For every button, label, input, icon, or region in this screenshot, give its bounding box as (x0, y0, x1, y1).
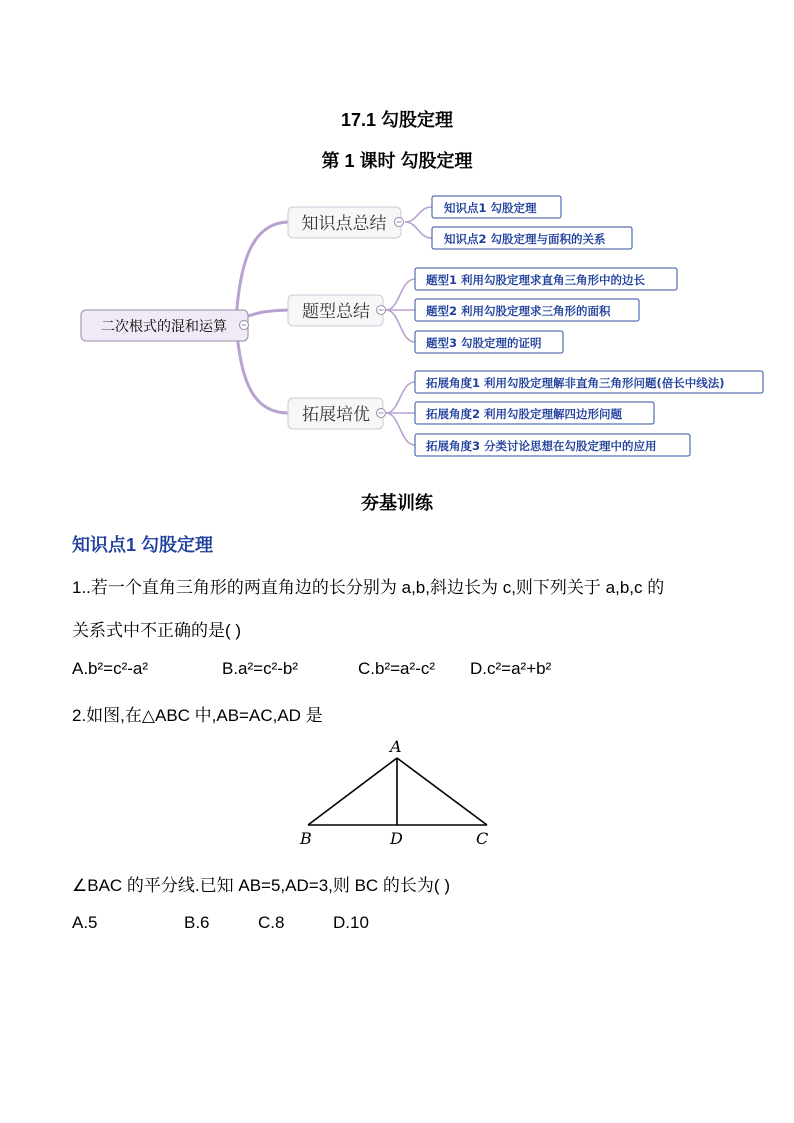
mindmap-branch-extension (288, 398, 386, 429)
svg-text:知识点总结: 知识点总结 (301, 214, 387, 234)
mindmap-item-e1 (415, 371, 763, 393)
vertex-label-c: C (476, 829, 489, 848)
vertex-label-d: D (390, 829, 403, 848)
triangle-figure (290, 730, 500, 855)
question-2-option-b: B.6 (184, 913, 210, 932)
question-2-option-d: D.10 (333, 913, 369, 932)
question-2-line-1: 2.如图,在△ABC 中,AB=AC,AD 是 (72, 706, 323, 725)
svg-text:拓展角度1 利用勾股定理解非直角三角形问题(倍长中线法): 拓展角度1 利用勾股定理解非直角三角形问题(倍长中线法) (426, 376, 725, 390)
svg-text:拓展角度2 利用勾股定理解四边形问题: 拓展角度2 利用勾股定理解四边形问题 (426, 407, 623, 421)
svg-text:知识点1 勾股定理: 知识点1 勾股定理 (444, 201, 537, 215)
question-2-option-c: C.8 (258, 913, 285, 932)
connector-branch-1 (236, 222, 288, 321)
mindmap-item-t1 (415, 268, 677, 290)
svg-text:拓展角度3 分类讨论思想在勾股定理中的应用: 拓展角度3 分类讨论思想在勾股定理中的应用 (426, 439, 657, 453)
mindmap-item-e2 (415, 402, 654, 424)
mindmap-item-k1 (432, 196, 561, 218)
question-1-option-b: B.a²=c²-b² (222, 659, 299, 678)
mindmap-item-k2 (432, 227, 632, 249)
vertex-label-a: A (390, 737, 402, 756)
section-title: 夯基训练 (361, 493, 433, 513)
svg-text:题型3 勾股定理的证明: 题型3 勾股定理的证明 (426, 336, 542, 350)
question-2-option-a: A.5 (72, 913, 98, 932)
mindmap-item-t3 (415, 331, 563, 353)
mindmap-root-label: 二次根式的混和运算 (101, 319, 227, 335)
svg-text:拓展培优: 拓展培优 (302, 405, 370, 425)
question-1-option-d: D.c²=a²+b² (470, 659, 552, 678)
svg-text:题型总结: 题型总结 (302, 302, 370, 322)
segment-ab (308, 758, 397, 825)
mindmap-item-t2 (415, 299, 639, 321)
mindmap-branch-knowledge (288, 207, 404, 238)
lesson-subtitle: 第 1 课时 勾股定理 (321, 151, 473, 171)
svg-text:知识点2 勾股定理与面积的关系: 知识点2 勾股定理与面积的关系 (444, 232, 606, 246)
vertex-label-b: B (300, 829, 312, 848)
mindmap-item-e3 (415, 434, 690, 456)
question-1-line-2: 关系式中不正确的是( ) (72, 621, 242, 640)
mind-map (0, 185, 794, 465)
knowledge-point-heading: 知识点1 勾股定理 (72, 535, 214, 555)
lesson-title: 17.1 勾股定理 (340, 110, 454, 130)
question-1-option-a: A.b²=c²-a² (72, 659, 149, 678)
question-2-line-2: ∠BAC 的平分线.已知 AB=5,AD=3,则 BC 的长为( ) (72, 876, 450, 895)
mindmap-root (81, 310, 249, 341)
svg-text:题型1 利用勾股定理求直角三角形中的边长: 题型1 利用勾股定理求直角三角形中的边长 (426, 273, 646, 287)
mindmap-branch-question-types (288, 295, 386, 326)
svg-text:题型2 利用勾股定理求三角形的面积: 题型2 利用勾股定理求三角形的面积 (426, 304, 611, 318)
segment-ac (397, 758, 487, 825)
question-1-option-c: C.b²=a²-c² (358, 659, 435, 678)
question-1-line-1: 1..若一个直角三角形的两直角边的长分别为 a,b,斜边长为 c,则下列关于 a,b,c 的 (72, 578, 665, 597)
